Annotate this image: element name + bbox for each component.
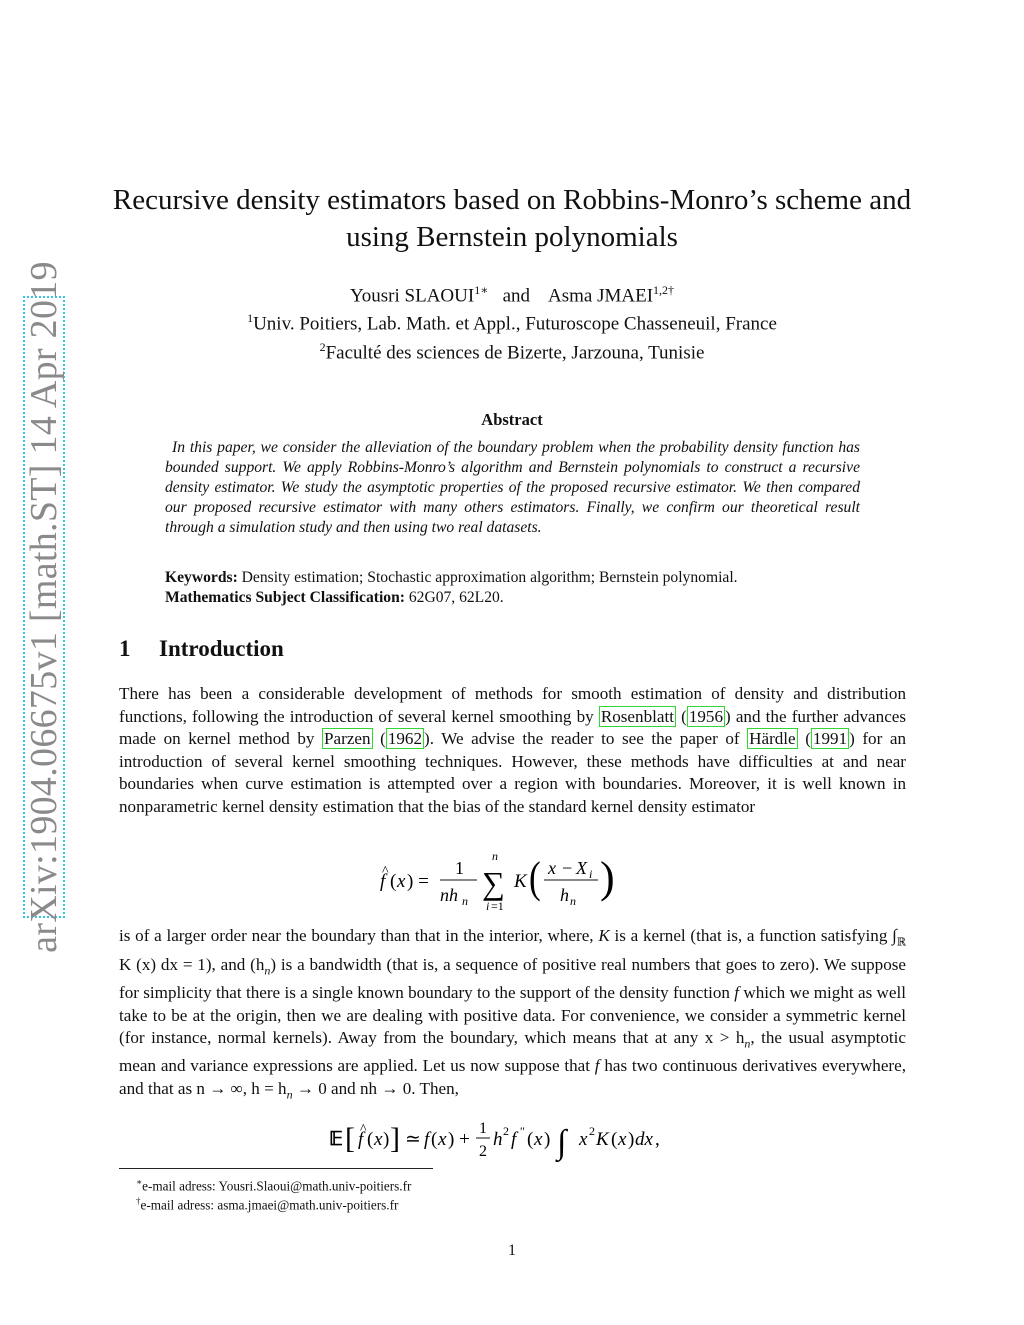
svg-text:≃: ≃ [405,1129,421,1150]
svg-text:(: ( [611,1129,618,1150]
authors-block [100,279,924,364]
svg-text:x: x [438,1129,447,1150]
svg-text:x: x [548,858,556,878]
svg-text:1: 1 [479,1120,487,1137]
svg-text:): ) [600,853,615,902]
svg-text:(: ( [431,1129,438,1150]
section-heading [119,636,284,662]
svg-text:,: , [655,1129,660,1150]
svg-text:i: i [589,867,593,881]
svg-text:x: x [534,1129,543,1150]
svg-text:f: f [424,1129,430,1150]
svg-text:=1: =1 [491,899,504,913]
author-line [100,279,924,307]
svg-text:∑: ∑ [482,865,505,901]
svg-text:): ) [544,1129,551,1150]
svg-text:^: ^ [360,1122,367,1137]
affiliation-2: $^2$Faculté des sciences de Bizerte, Jarzouna, Tunisie [319,339,705,363]
svg-text:−: − [562,858,573,878]
svg-text:n: n [462,894,468,908]
arxiv-stamp: arXiv:1904.06675v1 [math.ST] 14 Apr 2019 [23,261,65,953]
footnote-rule [119,1168,433,1169]
svg-text:) =: ) = [407,871,429,892]
abstract-text: In this paper, we consider the alleviation of the boundary problem when the probability density function has bounded support. We apply Robbins-Monro’s algorithm and Bernstein polynomials to construct a recursive density estimator. We study the asymptotic properties of the proposed recursive estimator. We then compared our proposed recursive estimator with many others estimators. Finally, we confirm our theoretical result through a simulation study and then using two real datasets. [165,439,860,536]
svg-text:x: x [579,1129,588,1150]
affiliation-1: $^1$Univ. Poitiers, Lab. Math. et Appl., Futuroscope Chasseneuil, France [247,311,777,335]
section-title: Introduction [159,636,284,661]
abstract-heading: Abstract [481,410,543,429]
svg-text:n: n [570,894,576,908]
svg-text:nh: nh [440,885,458,905]
section-number: 1 [119,636,131,661]
keywords-block [165,568,885,608]
svg-text:]: ] [390,1122,400,1155]
svg-text:(: ( [529,852,541,902]
svg-text:X: X [576,858,587,878]
citation-link-parzen[interactable]: Parzen [324,729,371,749]
footnote-1: ∗e-mail adress: Yousri.Slaoui@math.univ-poitiers.fr [136,1177,412,1194]
keywords-line: Keywords: Density estimation; Stochastic approximation algorithm; Bernstein polynomial. [165,569,738,586]
svg-text:): ) [383,1129,390,1150]
intro-paragraph-2: is of a larger order near the boundary than that in the interior, where, K is a kernel (that is, a function satisfying $\int_ℝ$ K (x) dx = 1), and $(h_n)$ is a bandwidth (that is, a sequence of positive real numbers that goes to zero). We suppose for simplicity that there is a single known boundary to the support of the density function f which we might as well take to be at the origin, then we are dealing with positive data. For convenience, we consider a symmetric kernel (for instance, normal kernels). Away from the boundary, which means that at any $x > h_n$, the usual asymptotic mean and variance expressions are applied. Let us now suppose that f has two continuous derivatives everywhere, and that as n → ∞, $h = h_n \to 0$ and nh → 0. Then, [119,926,906,1102]
svg-text:𝔼: 𝔼 [329,1129,343,1150]
citation-year-link-1956[interactable]: 1956 [688,706,723,726]
svg-text:(: ( [390,871,397,892]
svg-text:h: h [560,885,569,905]
equation-kernel-estimator [378,850,658,920]
svg-text:dx: dx [635,1129,653,1150]
svg-text:f: f [380,871,386,892]
title-line-1: Recursive density estimators based on Robbins-Monro’s scheme and [112,184,912,216]
author-2-mark: 1,2† [653,283,675,297]
author-conjunction: and [502,285,531,307]
svg-text:f: f [511,1129,517,1150]
title-line-2: using Bernstein polynomials [346,221,678,253]
svg-text:1: 1 [455,858,464,878]
svg-text:″: ″ [520,1124,525,1138]
svg-text:x: x [618,1129,627,1150]
svg-text:[: [ [345,1122,355,1155]
svg-text:^: ^ [382,864,389,879]
svg-text:2: 2 [503,1124,509,1138]
svg-text:) +: ) + [448,1129,470,1150]
paper-title [100,182,924,256]
svg-text:f: f [358,1129,364,1150]
svg-text:K: K [514,871,527,892]
svg-text:n: n [492,850,498,863]
footnote-2: †e-mail adress: asma.jmaei@math.univ-poitiers.fr [136,1196,399,1213]
svg-text:h: h [493,1129,503,1150]
svg-text:K: K [596,1129,609,1150]
svg-text:(: ( [527,1129,534,1150]
svg-text:x: x [397,871,406,892]
svg-text:x: x [374,1129,383,1150]
citation-year-link-1962[interactable]: 1962 [387,729,422,749]
author-1: Yousri SLAOUI [349,285,475,307]
author-1-mark: 1∗ [474,283,489,297]
intro-paragraph-1: There has been a considerable development of methods for smooth estimation of density and distribution functions, following the introduction of several kernel smoothing by Rosenblatt ( 1956 ) and the further advances made on kernel method by Parzen ( 1962 ). We advise the reader to see the paper of Härdle ( 1991 ) for an introduction of several kernel smoothing techniques. However, these methods have difficulties at and near boundaries when curve estimation is attempted over a region with boundaries. Moreover, it is well known in nonparametric kernel density estimation that the bias of the standard kernel density estimator [119,684,907,816]
author-2: Asma JMAEI [548,285,654,307]
svg-text:2: 2 [479,1143,487,1160]
msc-line: Mathematics Subject Classification: 62G07, 62L20. [165,589,504,606]
svg-text:): ) [628,1129,635,1150]
citation-link-hardle[interactable]: Härdle [749,729,796,749]
svg-text:i: i [486,899,490,913]
svg-text:(: ( [367,1129,374,1150]
citation-link-rosenblatt[interactable]: Rosenblatt [600,706,674,726]
equation-expectation [327,1115,687,1165]
citation-year-link-1991[interactable]: 1991 [812,729,848,749]
page-number: 1 [508,1242,516,1259]
svg-text:2: 2 [589,1124,595,1138]
svg-text:∫: ∫ [557,1124,567,1161]
